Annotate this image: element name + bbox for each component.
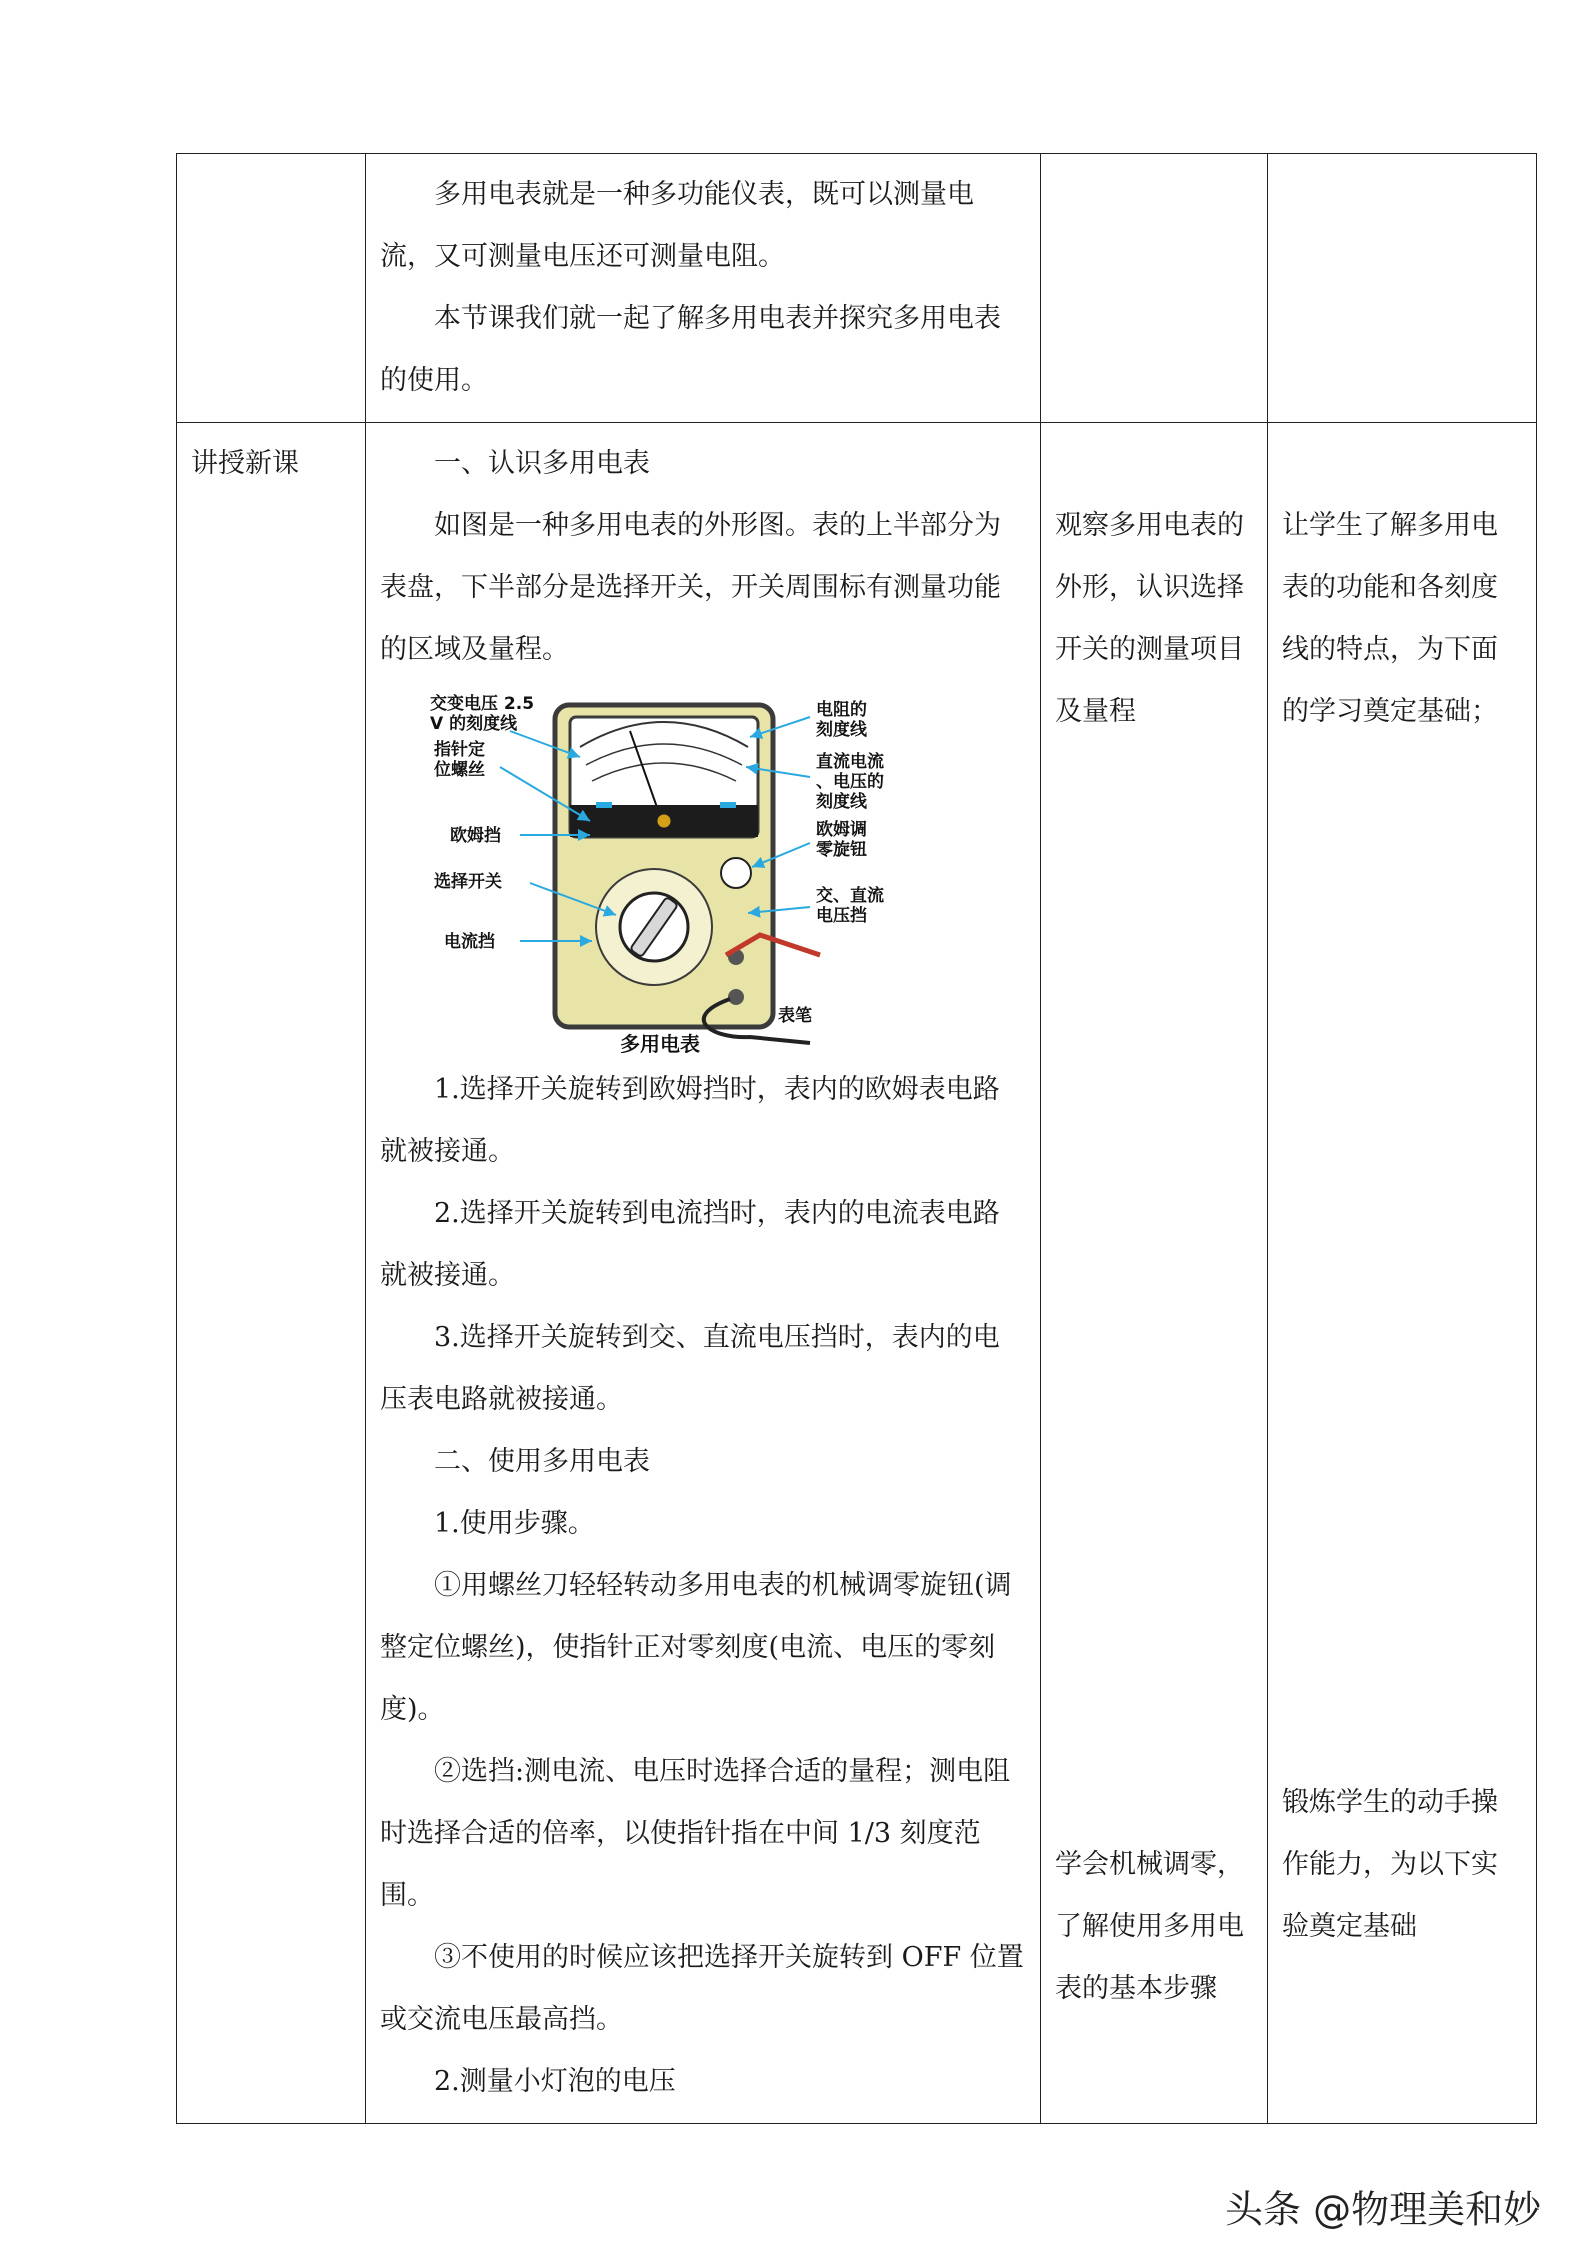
label-probe: 表笔 [778, 1006, 812, 1026]
label-ohm-knob: 欧姆调 [816, 820, 867, 840]
dial-mark-left [596, 802, 612, 808]
activity-cell [1041, 423, 1268, 2124]
dial-mark-right [720, 802, 736, 808]
label-current: 电流挡 [444, 932, 495, 952]
design-intent-1: 让学生了解多用电表的功能和各刻度线的特点，为下面的学习奠定基础； [1282, 510, 1498, 727]
label-dc-scale: 直流电流 [816, 752, 884, 772]
label-ohm-knob-2: 零旋钮 [816, 840, 867, 860]
label-pointer-screw-2: 位螺丝 [434, 760, 485, 780]
label-ohm: 欧姆挡 [450, 826, 501, 846]
label-acdc-voltage-2: 电压挡 [816, 906, 867, 926]
pointer-screw [657, 814, 671, 828]
label-dc-scale-2: 、电压的 [816, 772, 884, 792]
table-row-main [177, 423, 1537, 2124]
content-cell-main [366, 423, 1041, 2124]
stage-cell [177, 423, 366, 2124]
label-pointer-screw: 指针定 [434, 740, 485, 760]
step-1: ①用螺丝刀轻轻转动多用电表的机械调零旋钮(调整定位螺丝)，使指针正对零刻度(电流、电压的零刻度)。 [380, 1570, 1012, 1725]
stage-cell-empty [177, 154, 366, 423]
table-row-intro [177, 154, 1537, 423]
label-ac-scale-2: V 的刻度线 [430, 714, 518, 734]
steps-title: 1.使用步骤。 [434, 1508, 595, 1539]
intent-cell-empty [1268, 154, 1537, 423]
section-heading-1: 一、认识多用电表 [434, 448, 650, 479]
label-resistance-scale-2: 刻度线 [816, 720, 867, 740]
student-activity-1: 观察多用电表的外形，认识选择开关的测量项目及量程 [1055, 510, 1244, 727]
step-3: ③不使用的时候应该把选择开关旋转到 OFF 位置或交流电压最高挡。 [380, 1942, 1024, 2035]
label-ac-scale: 交变电压 2.5 [430, 694, 535, 714]
ohm-adjust-knob [721, 858, 751, 888]
item-a-2: 2.选择开关旋转到电流挡时，表内的电流表电路就被接通。 [380, 1198, 1000, 1291]
label-dc-scale-3: 刻度线 [816, 792, 867, 812]
content-cell-intro [366, 154, 1041, 423]
intro-paragraph-2: 本节课我们就一起了解多用电表并探究多用电表的使用。 [380, 303, 1001, 396]
lesson-plan-table [176, 153, 1537, 2124]
label-resistance-scale: 电阻的 [816, 700, 867, 720]
student-activity-2: 学会机械调零，了解使用多用电表的基本步骤 [1055, 1849, 1244, 2004]
jack-minus [728, 989, 744, 1005]
multimeter-illustration [430, 687, 900, 1053]
intent-cell [1268, 423, 1537, 2124]
intro-paragraph-1: 多用电表就是一种多功能仪表，既可以测量电流，又可测量电压还可测量电阻。 [380, 179, 974, 272]
stage-label: 讲授新课 [191, 448, 299, 479]
multimeter-figure [430, 687, 1026, 1053]
figure-caption: 多用电表 [620, 1032, 700, 1053]
source-watermark: 头条 @物理美和妙 [1225, 2187, 1542, 2232]
figure-intro-paragraph: 如图是一种多用电表的外形图。表的上半部分为表盘，下半部分是选择开关，开关周围标有测量功能的区域及量程。 [380, 510, 1001, 665]
item-a-1: 1.选择开关旋转到欧姆挡时，表内的欧姆表电路就被接通。 [380, 1074, 1000, 1167]
design-intent-2: 锻炼学生的动手操作能力，为以下实验奠定基础 [1282, 1787, 1498, 1942]
item-last: 2.测量小灯泡的电压 [434, 2066, 676, 2097]
activity-cell-empty [1041, 154, 1268, 423]
section-heading-2: 二、使用多用电表 [434, 1446, 650, 1477]
item-a-3: 3.选择开关旋转到交、直流电压挡时，表内的电压表电路就被接通。 [380, 1322, 1000, 1415]
label-selector: 选择开关 [434, 872, 502, 892]
step-2: ②选挡:测电流、电压时选择合适的量程；测电阻时选择合适的倍率，以使指针指在中间 1/3 刻度范围。 [380, 1756, 1011, 1911]
label-acdc-voltage: 交、直流 [816, 886, 884, 906]
